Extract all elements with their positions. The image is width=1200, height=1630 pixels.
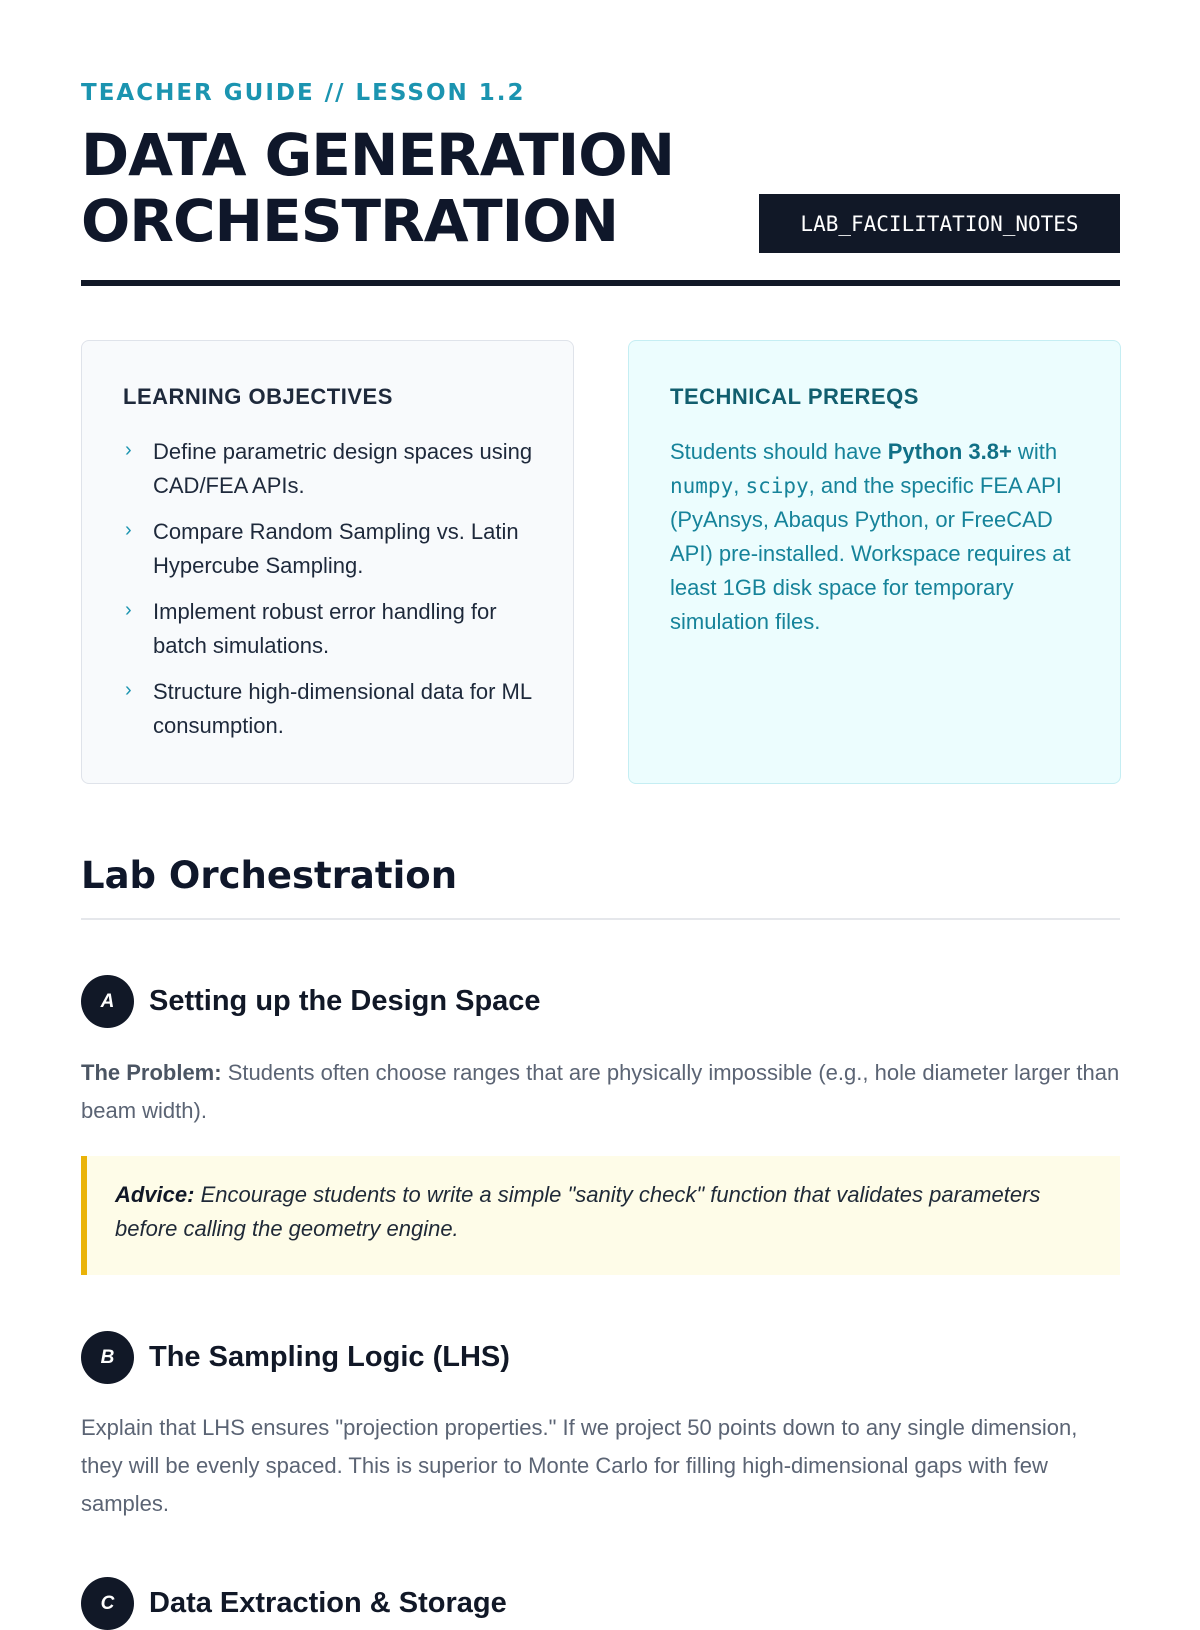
step-marker-c: C [81, 1577, 134, 1630]
step-b-body: Explain that LHS ensures "projection properties." If we project 50 points down to any single dimension, they will be evenly spaced. This is superior to Monte Carlo for filling high-dimensional gaps with few samples. [81, 1415, 1078, 1516]
technical-prereqs-heading: TECHNICAL PREREQS [670, 384, 919, 409]
step-c-header [81, 1577, 507, 1630]
step-a-header [81, 975, 541, 1028]
problem-text: Students often choose ranges that are physically impossible (e.g., hole diameter larger than beam width). [81, 1060, 1120, 1123]
step-b-title: The Sampling Logic (LHS) [149, 1341, 510, 1373]
problem-label: The Problem: [81, 1060, 222, 1085]
advice-callout [81, 1156, 1120, 1275]
lab-notes-badge: LAB_FACILITATION_NOTES [759, 194, 1120, 253]
chevron-right-icon: › [125, 599, 132, 621]
list-item [123, 675, 533, 743]
chevron-right-icon: › [125, 679, 132, 701]
advice-text: Encourage students to write a simple "sanity check" function that validates parameters before calling the geometry engine. [115, 1182, 1041, 1241]
advice-label: Advice: [115, 1182, 195, 1207]
lesson-eyebrow: TEACHER GUIDE // LESSON 1.2 [81, 80, 526, 106]
step-c-title: Data Extraction & Storage [149, 1587, 507, 1619]
prereqs-text [670, 435, 1080, 639]
step-marker-a: A [81, 975, 134, 1028]
page-title-line-2: ORCHESTRATION [81, 187, 619, 255]
chevron-right-icon: › [125, 439, 132, 461]
lab-orchestration-heading: Lab Orchestration [81, 854, 458, 897]
list-item [123, 515, 533, 583]
step-a-title: Setting up the Design Space [149, 985, 541, 1017]
list-item [123, 595, 533, 663]
list-item [123, 435, 533, 503]
step-a-problem [81, 1054, 1120, 1130]
objective-text: Implement robust error handling for batch simulations. [153, 599, 497, 658]
section-divider [81, 918, 1120, 920]
title-divider [81, 280, 1120, 286]
numpy-code: numpy [670, 474, 734, 498]
objective-text: Define parametric design spaces using CAD/FEA APIs. [153, 439, 533, 498]
page-title-line-1: DATA GENERATION [81, 121, 675, 189]
prereqs-text-d: , and the specific FEA API (PyAnsys, Abaqus Python, or FreeCAD API) pre-installed. Workspace requires at least 1GB disk space for temporary simulation files. [670, 473, 1071, 634]
prereqs-text-c: , [733, 473, 746, 498]
scipy-code: scipy [745, 474, 809, 498]
objectives-list [123, 435, 533, 743]
python-version: Python 3.8+ [887, 439, 1012, 464]
chevron-right-icon: › [125, 519, 132, 541]
page-title [81, 122, 674, 254]
prereqs-text-a: Students should have [670, 439, 888, 464]
objective-text: Compare Random Sampling vs. Latin Hypercube Sampling. [153, 519, 519, 578]
objective-text: Structure high-dimensional data for ML consumption. [153, 679, 532, 738]
step-b-header [81, 1331, 510, 1384]
technical-prereqs-card [628, 340, 1121, 784]
prereqs-text-b: with [1011, 439, 1058, 464]
learning-objectives-card [81, 340, 574, 784]
learning-objectives-heading: LEARNING OBJECTIVES [123, 384, 393, 409]
step-marker-b: B [81, 1331, 134, 1384]
